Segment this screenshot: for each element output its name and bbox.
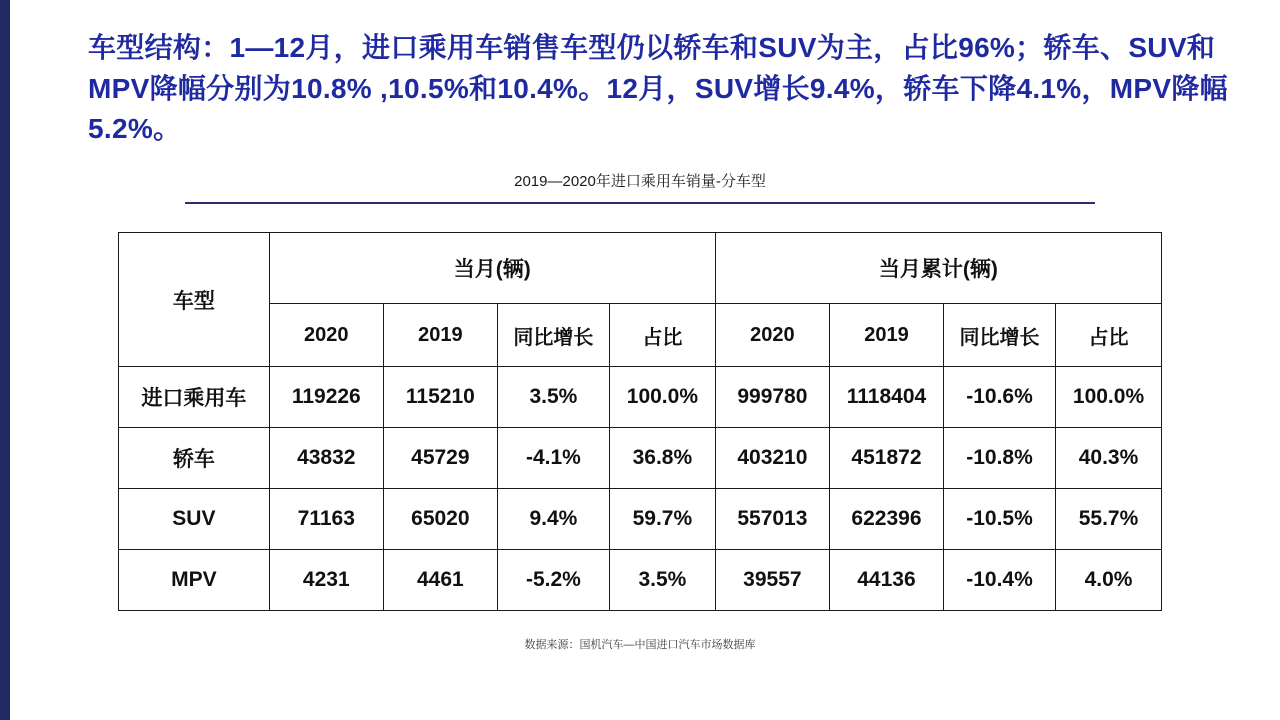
header-month-share: 占比 (609, 304, 715, 367)
cell-month-2019: 45729 (383, 428, 497, 489)
cell-month-2019: 4461 (383, 550, 497, 611)
cell-cum-2020: 39557 (715, 550, 829, 611)
cell-cum-2020: 557013 (715, 489, 829, 550)
cell-month-2020: 119226 (269, 367, 383, 428)
cell-cum-2020: 999780 (715, 367, 829, 428)
cell-month-growth: 9.4% (497, 489, 609, 550)
table-row (119, 550, 1162, 611)
cell-cum-share: 100.0% (1056, 367, 1162, 428)
cell-month-growth: -5.2% (497, 550, 609, 611)
data-table-container (118, 232, 1162, 611)
cell-month-share: 36.8% (609, 428, 715, 489)
vehicle-type-table (118, 232, 1162, 611)
header-cum-2020: 2020 (715, 304, 829, 367)
cell-cum-share: 40.3% (1056, 428, 1162, 489)
cell-month-2019: 115210 (383, 367, 497, 428)
left-accent-bar (0, 0, 10, 720)
row-label: 进口乘用车 (119, 367, 270, 428)
cell-cum-growth: -10.6% (944, 367, 1056, 428)
cell-cum-2019: 1118404 (829, 367, 943, 428)
table-sub-header-row (119, 304, 1162, 367)
table-row (119, 489, 1162, 550)
cell-month-growth: 3.5% (497, 367, 609, 428)
cell-cum-share: 4.0% (1056, 550, 1162, 611)
cell-cum-2019: 44136 (829, 550, 943, 611)
header-cum-2019: 2019 (829, 304, 943, 367)
header-cum-share: 占比 (1056, 304, 1162, 367)
caption-divider (185, 202, 1095, 204)
table-group-header-row (119, 233, 1162, 304)
cell-month-2019: 65020 (383, 489, 497, 550)
table-caption: 2019—2020年进口乘用车销量-分车型 (514, 173, 766, 190)
table-row (119, 367, 1162, 428)
cell-cum-2019: 451872 (829, 428, 943, 489)
cell-cum-growth: -10.4% (944, 550, 1056, 611)
cell-cum-share: 55.7% (1056, 489, 1162, 550)
cell-month-share: 100.0% (609, 367, 715, 428)
header-month-2020: 2020 (269, 304, 383, 367)
page-title: 车型结构：1—12月，进口乘用车销售车型仍以轿车和SUV为主，占比96%；轿车、SUV和MPV降幅分别为10.8% ,10.5%和10.4%。12月，SUV增长9.4%，轿车下降4.1%，MPV降幅5.2%。 (88, 32, 1228, 145)
header-cum-growth: 同比增长 (944, 304, 1056, 367)
header-month-group: 当月(辆) (269, 233, 715, 304)
header-cumulative-group: 当月累计(辆) (715, 233, 1161, 304)
cell-cum-2019: 622396 (829, 489, 943, 550)
cell-month-2020: 71163 (269, 489, 383, 550)
row-label: SUV (119, 489, 270, 550)
cell-month-2020: 43832 (269, 428, 383, 489)
header-month-2019: 2019 (383, 304, 497, 367)
row-label: 轿车 (119, 428, 270, 489)
left-accent-bar-highlight (10, 0, 13, 720)
header-month-growth: 同比增长 (497, 304, 609, 367)
cell-month-2020: 4231 (269, 550, 383, 611)
row-label: MPV (119, 550, 270, 611)
cell-month-share: 3.5% (609, 550, 715, 611)
cell-cum-2020: 403210 (715, 428, 829, 489)
table-row (119, 428, 1162, 489)
source-note: 数据来源：国机汽车—中国进口汽车市场数据库 (524, 639, 756, 651)
cell-cum-growth: -10.5% (944, 489, 1056, 550)
cell-month-share: 59.7% (609, 489, 715, 550)
header-model: 车型 (119, 233, 270, 367)
cell-month-growth: -4.1% (497, 428, 609, 489)
cell-cum-growth: -10.8% (944, 428, 1056, 489)
